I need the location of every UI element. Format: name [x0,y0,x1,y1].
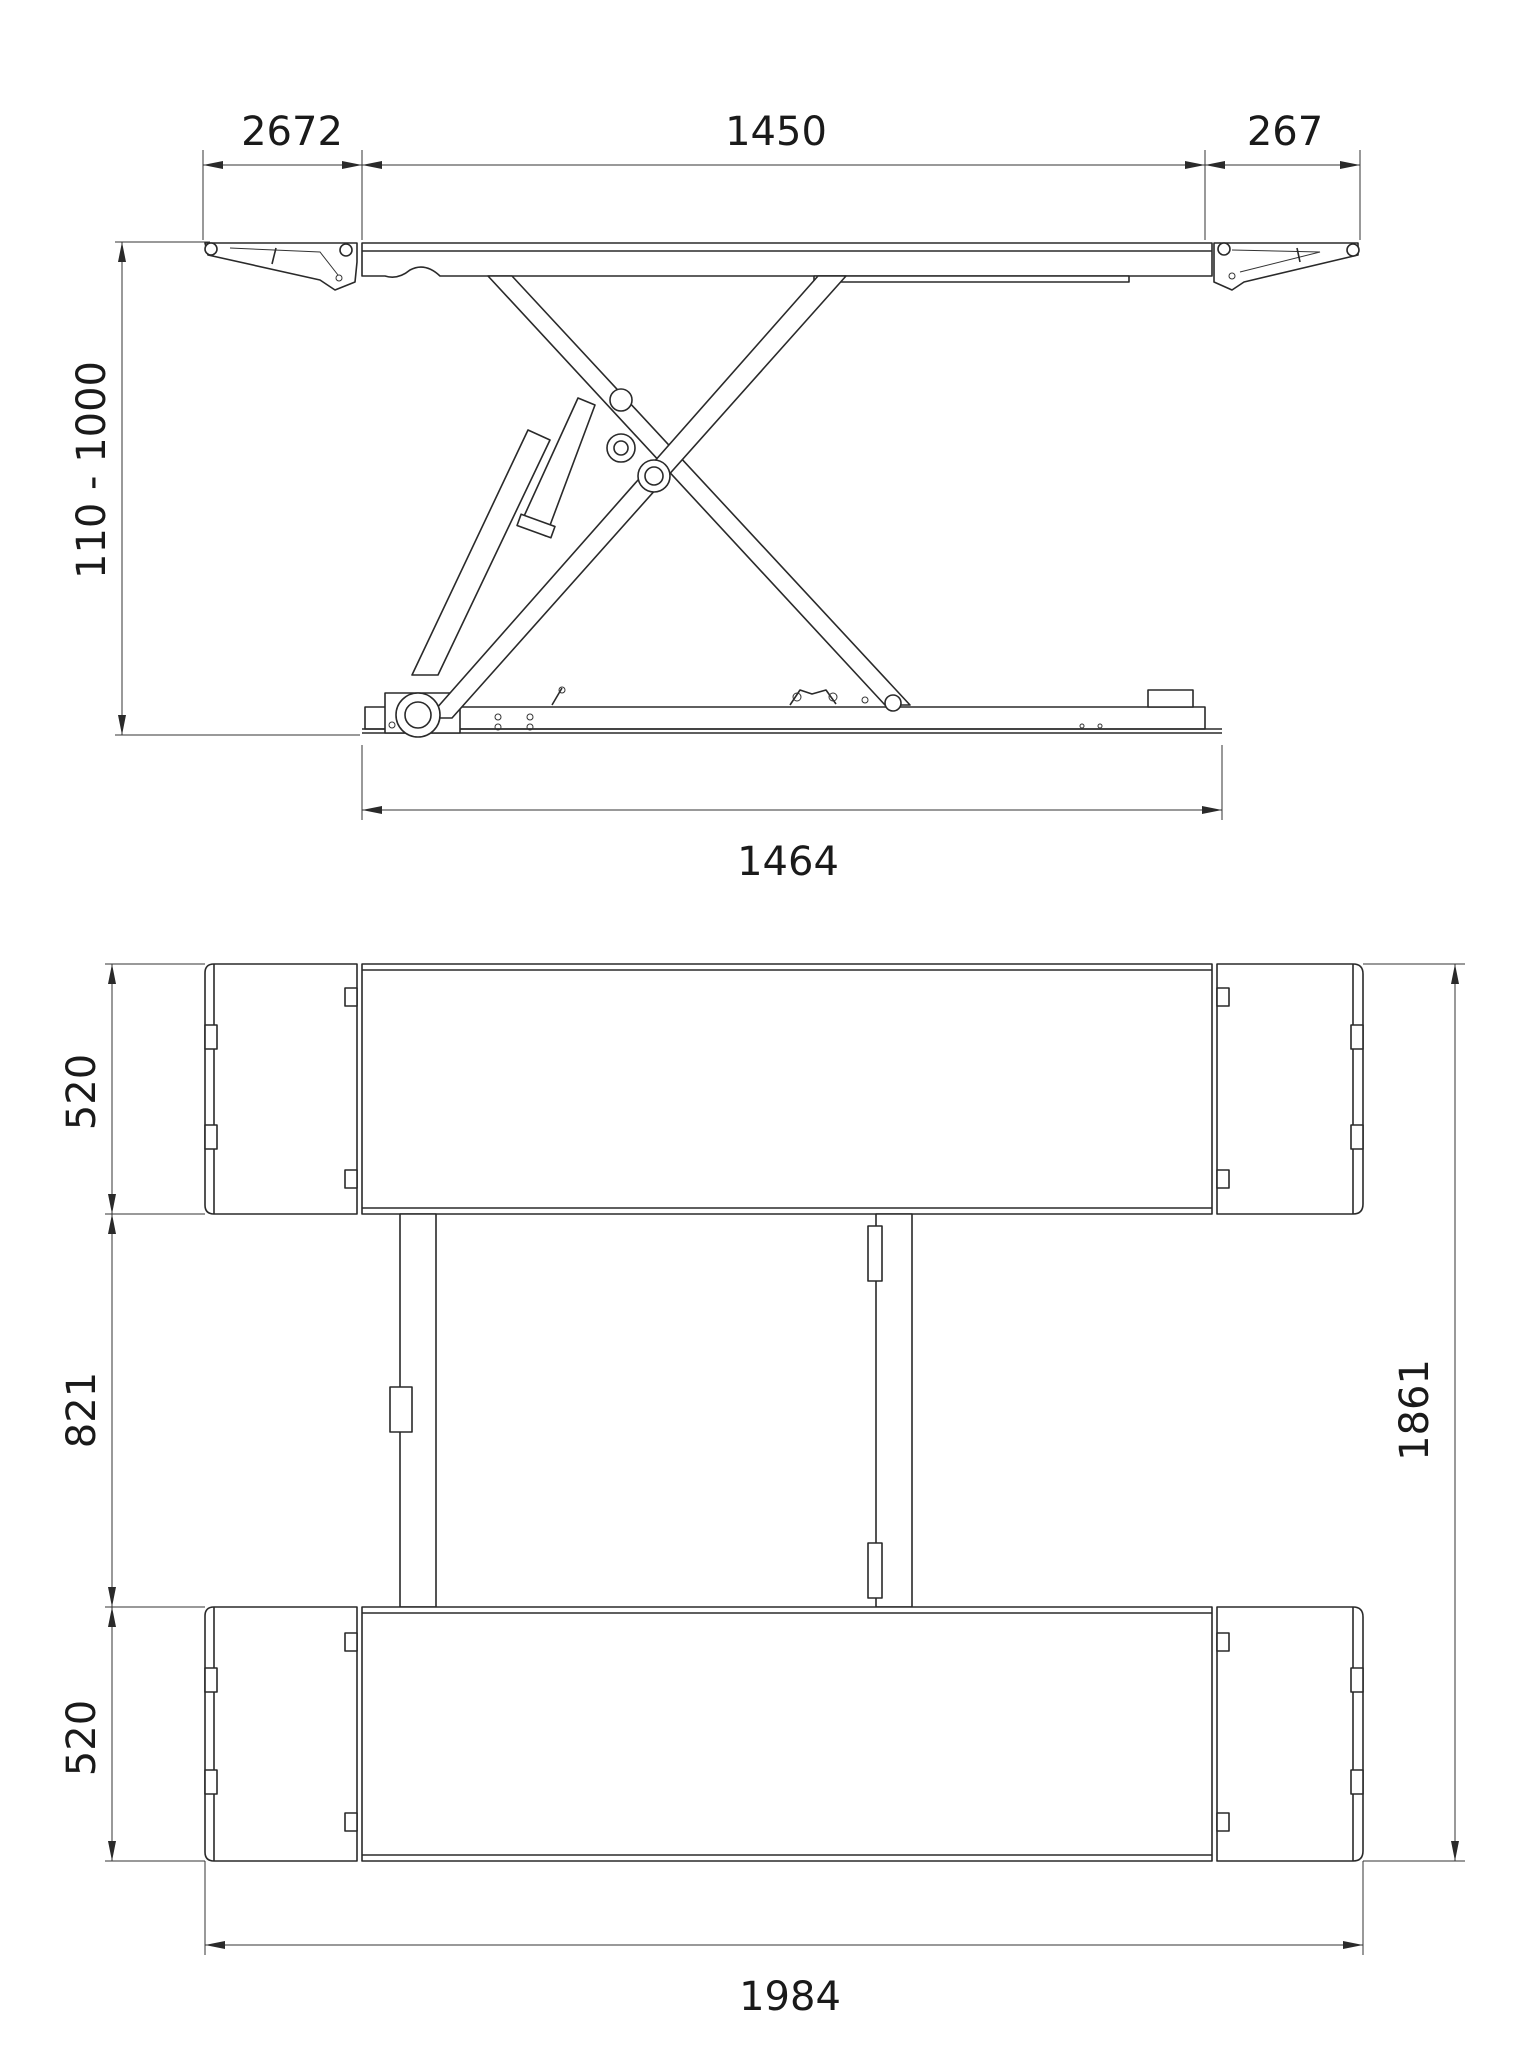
left-drive-on-ramp [205,243,357,290]
middle-cross-members [390,1214,912,1607]
right-total-dimension [1363,964,1465,1861]
dim-label-left-upper: 520 [59,1053,105,1131]
dim-label-top-right: 267 [1246,109,1324,155]
height-dimension [69,242,360,735]
dim-label-top-left: 2672 [241,109,343,155]
right-drive-on-ramp [1214,243,1359,290]
dim-label-height: 110 - 1000 [69,360,115,580]
dim-label-bottom-total: 1984 [739,1974,841,2020]
left-dimension-chain [59,964,205,1861]
dim-label-left-middle: 821 [59,1371,105,1449]
lift-base-frame [362,687,1222,733]
top-view [59,964,1465,2020]
dim-label-top-center: 1450 [725,109,827,155]
dim-label-base-length: 1464 [737,839,839,885]
scissor-arms [396,276,910,737]
bottom-total-dimension [205,1861,1363,2020]
upper-runway [205,964,1363,1214]
base-length-dimension [362,745,1222,885]
dim-label-left-lower: 520 [59,1699,105,1777]
top-dimension-chain [203,109,1360,240]
lower-runway [205,1607,1363,1861]
side-view [69,109,1360,885]
dim-label-right-total: 1861 [1392,1359,1438,1461]
